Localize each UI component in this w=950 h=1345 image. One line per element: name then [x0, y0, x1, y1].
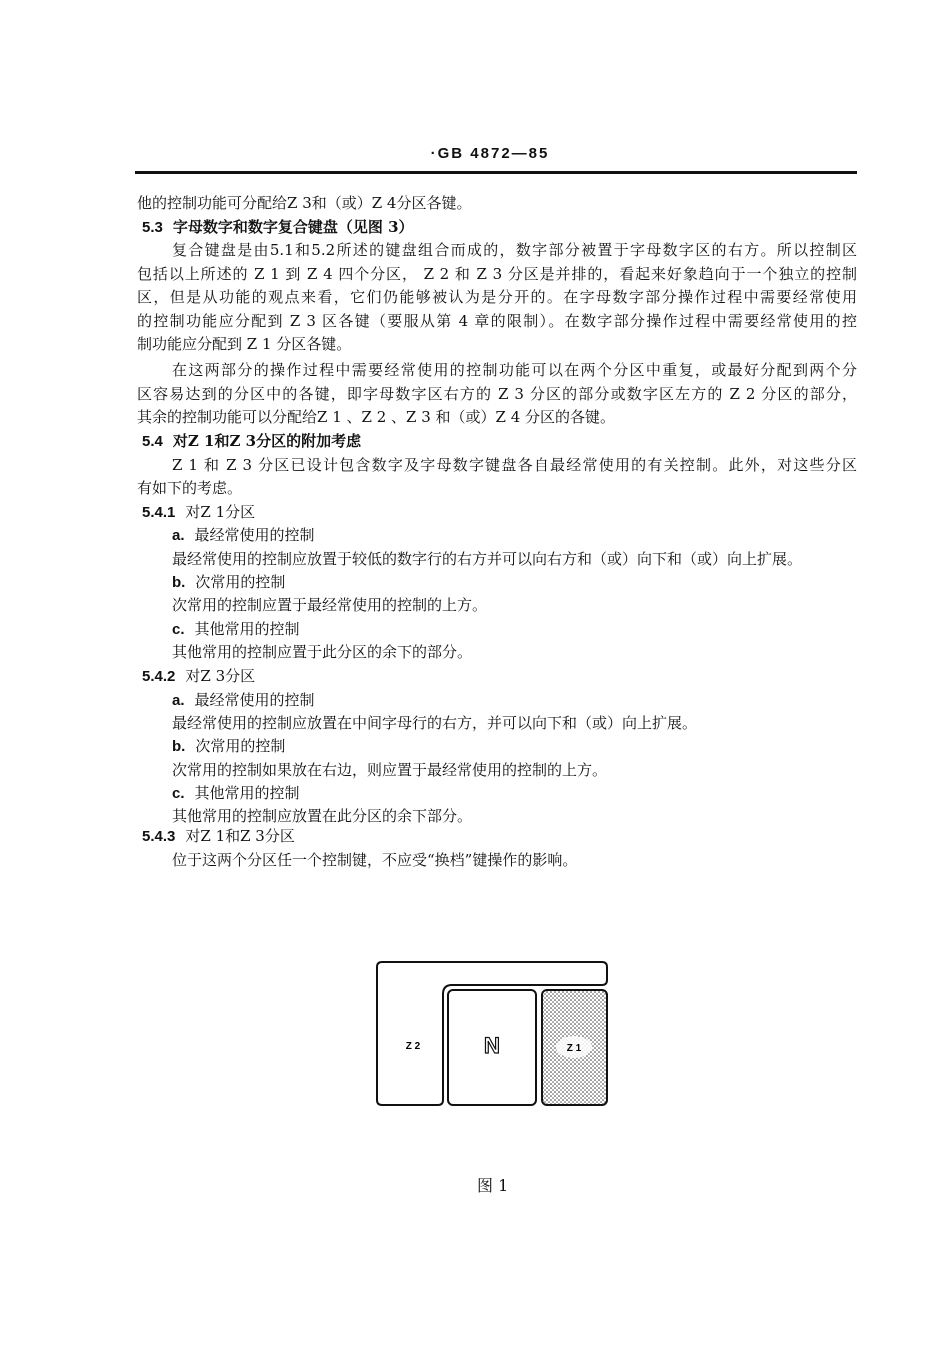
line-text: 对Z 3分区 [185, 667, 256, 685]
text-line [172, 713, 697, 733]
line-text: 最经常使用的控制应放置在中间字母行的右方，并可以向下和（或）向上扩展。 [172, 714, 698, 732]
text-line [137, 311, 857, 331]
line-text: 复合键盘是由5.1和5.2所述的键盘组合而成的，数字部分被置于字母数字区的右方。所以控制区 [172, 241, 857, 259]
section-number: 5.4.2 [142, 668, 176, 685]
line-text: 最经常使用的控制应放置于较低的数字行的右方并可以向右方和（或）向下和（或）向上扩展。 [172, 550, 803, 568]
text-line [172, 360, 857, 380]
text-line [172, 642, 472, 662]
section-number: b. [172, 574, 186, 591]
line-text: 其余的控制功能可以分配给Z 1 、Z 2 、Z 3 和（或）Z 4 分区的各键。 [137, 408, 616, 426]
figure-keyboard-zones [370, 955, 620, 1115]
text-line [137, 407, 615, 427]
section-heading [172, 690, 315, 711]
section-number: 5.4.1 [142, 504, 176, 521]
line-text: 在这两部分的操作过程中需要经常使用的控制功能可以在两个分区中重复，或最好分配到两个分 [172, 361, 857, 379]
line-text: 最经常使用的控制 [194, 526, 315, 544]
text-line [137, 478, 242, 498]
line-text: 对Z 1分区 [185, 503, 256, 521]
line-text: 有如下的考虑。 [137, 479, 243, 497]
section-number: c. [172, 621, 185, 638]
text-line [172, 760, 607, 780]
text-line [172, 240, 857, 260]
section-number: 5.4.3 [142, 828, 176, 845]
document-header: ·GB 4872—85 [430, 145, 550, 162]
line-text: 他的控制功能可分配给Z 3和（或）Z 4分区各键。 [137, 194, 472, 212]
line-text: 对Z 1和Z 3分区 [185, 827, 295, 845]
text-line [172, 806, 472, 826]
section-heading [142, 666, 255, 687]
line-text: 对Z 1和Z 3分区的附加考虑 [172, 432, 362, 450]
line-text: 其他常用的控制应置于此分区的余下的部分。 [172, 643, 473, 661]
n-label: N [484, 1033, 500, 1058]
line-text: 包括以上所述的 Z 1 到 Z 4 四个分区， Z 2 和 Z 3 分区是并排的，看起来好象趋向于一个独立的控制 [137, 265, 857, 283]
line-text: 次常用的控制应置于最经常使用的控制的上方。 [172, 596, 488, 614]
section-number: 5.3 [142, 219, 163, 236]
section-heading [142, 431, 361, 452]
figure-caption: 图 1 [477, 1176, 509, 1195]
line-text: 区容易达到的分区中的各键，即字母数字区右方的 Z 3 分区的部分或数字区左方的 Z 2 分区的部分， [137, 385, 857, 403]
line-text: 其他常用的控制应放置在此分区的余下部分。 [172, 807, 473, 825]
section-heading [142, 502, 255, 523]
section-heading [172, 783, 300, 804]
section-number: a. [172, 527, 185, 544]
line-text: 位于这两个分区任一个控制键，不应受“换档”键操作的影响。 [172, 851, 578, 869]
line-text: 字母数字和数字复合键盘（见图 3） [172, 218, 414, 236]
line-text: 的控制功能应分配到 Z 3 区各键（要服从第 4 章的限制）。在数字部分操作过程中需要经常使用的控 [137, 312, 857, 330]
section-number: b. [172, 738, 186, 755]
section-heading [172, 572, 285, 593]
text-line [172, 850, 577, 870]
text-line [137, 334, 351, 354]
text-line [137, 193, 471, 213]
z1-label: Z 1 [566, 1043, 582, 1054]
line-text: 最经常使用的控制 [194, 691, 315, 709]
section-number: 5.4 [142, 433, 163, 450]
line-text: 次常用的控制如果放在右边，则应置于最经常使用的控制的上方。 [172, 761, 608, 779]
text-line [172, 549, 802, 569]
section-heading [172, 619, 300, 640]
section-heading [172, 736, 285, 757]
section-heading [172, 525, 315, 546]
line-text: 制功能应分配到 Z 1 分区各键。 [137, 335, 352, 353]
text-line [172, 595, 487, 615]
section-number: c. [172, 785, 185, 802]
line-text: Z 1 和 Z 3 分区已设计包含数字及字母数字键盘各自最经常使用的有关控制。此外，对这些分区 [172, 456, 857, 474]
line-text: 其他常用的控制 [194, 620, 300, 638]
text-line [137, 384, 857, 404]
text-line [137, 264, 857, 284]
section-heading [142, 826, 295, 847]
text-line [137, 287, 857, 307]
section-number: a. [172, 692, 185, 709]
line-text: 次常用的控制 [195, 573, 286, 591]
header-rule [135, 171, 857, 174]
section-heading [142, 217, 414, 238]
line-text: 区，但是从功能的观点来看，它们仍能够被认为是分开的。在字母数字部分操作过程中需要经常使用 [137, 288, 857, 306]
line-text: 其他常用的控制 [194, 784, 300, 802]
text-line [172, 455, 857, 475]
z2-label: Z 2 [405, 1041, 421, 1052]
line-text: 次常用的控制 [195, 737, 286, 755]
